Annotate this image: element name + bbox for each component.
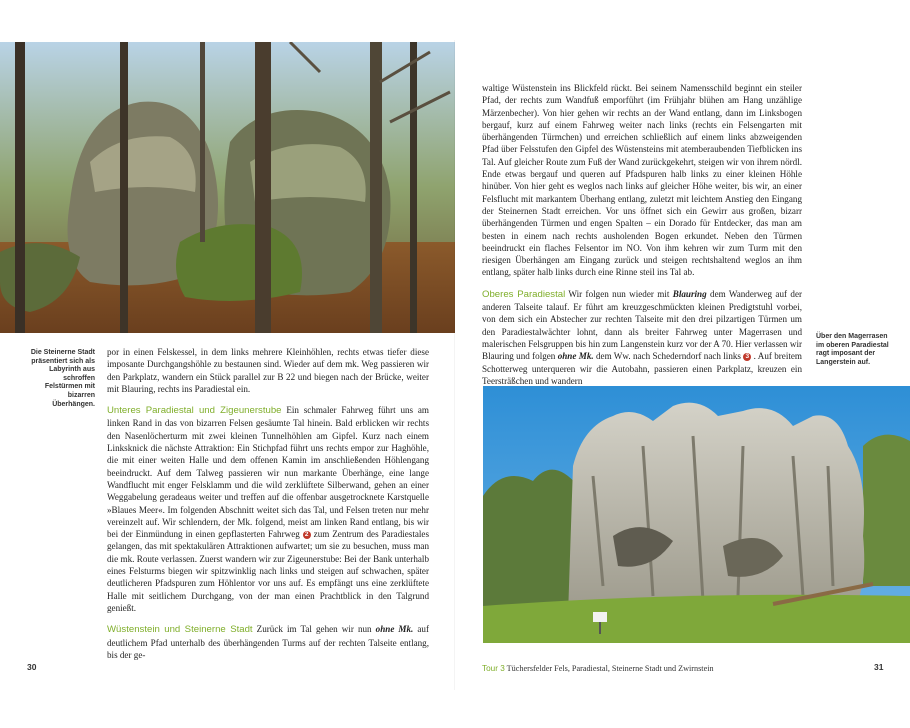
intro-paragraph: por in einen Felskessel, in dem links mehrere Kleinhöhlen, rechts etwas tiefer diese imposante Durchgangshöhle zu bestaunen sind. Wieder auf dem mk. Weg passieren wir den Parkplatz, wandern ein Stück parallel zur B 22 und biegen nach der Brücke, weiter mit Blauring, rechts ins Paradiestal ein. (107, 347, 429, 394)
right-text-column (482, 82, 802, 387)
page-number: 30 (27, 662, 37, 672)
section-text: Ein schmaler Fahrweg führt uns am linken Rand in das von bizarren Felsen gesäumte Tal hinein. Bald erblicken wir rechts den Nasenlöcherturm mit zwei kleinen Tunnelhöhlen am Gipfel. Kurz nach einem Linksknick die nächste Attraktion: Ein Stichpfad führt uns rechts empor zur Haghöhle, die mit einer weiten Halle und dem offenen Kamin im anschließenden Höhlengang beeindruckt. Auf dem Talweg passieren wir nun markante Überhänge, eine lange Wandflucht mit enger Felsklamm und die wild zerklüftete Silberwand, gehen an einer Weggabelung geradeaus weiter und treffen auf die offenbar ausgetrocknete Karstquelle »Blaues Meer«. Im folgenden Abschnitt weitet sich das Tal, und Felsen treten nur mehr vereinzelt auf. Wir schlendern, der Mk. folgend, meist am linken Rand entlang, bis wir bei der Einmündung in einen gepflasterten Fahrweg (107, 405, 429, 540)
forest-rock-photo (0, 42, 455, 333)
section-oberes-paradiestal (482, 288, 802, 387)
section-text: dem Wanderweg auf der anderen Talseite talauf. Er führt am kreuzgeschmückten kleinen Predigtstuhl vorbei, von dem sich ein Abstecher zur rechten Talseite mit den drei pilzartigen Türmen um den Paradiestalwächter lohnt, dann als breiter Fahrweg unter Magerrasen und malerischen Felsgruppen bis hin zum Langenstein kurz vor der A 70. Hier verlassen wir Blauring und folgen (482, 288, 803, 362)
intro-paragraph: waltige Wüstenstein ins Blickfeld rückt. Bei seinem Namensschild beginnt ein steiler Pfad, der rechts zum Wandfuß emporführt (im Frühjahr blühen am Hang unzählige Märzenbecher). Von hier gehen wir rechts an der Wand entlang, dann im Linksbogen bergauf, kurz auf einem Fahrweg weiter nach links (rechts ein Felsengarten mit überhängenden Türmchen) und erreichen schließlich auf einem links abzweigenden Pfad über Felsstufen den Gipfel des Wüstensteins mit atemberaubenden Tiefblicken ins Tal. Auf gleicher Route zum Fuß der Wand zurückgekehrt, steigen wir von ihrem nördl. Ende etwas bergauf und queren auf Pfadspuren halb links zu einer kleinen Höhle hinüber. Von hier geht es weglos nach links auf gleicher Höhe weiter, bis wir, an einer Felsflucht mit markantem Überhang entlang, zuletzt mit leichtem Anstieg den Eingang der Steinernen Stadt erreichen. Vor uns öffnet sich ein Gewirr aus großen, bizarr überhängenden Türmen und engen Spalten – ein Dorado für Entdecker, das man am besten in einem nach rechts ausholenden Bogen erkundet. Neben den Türmen beeindruckt ein flaches Felsentor im NO. Von ihm kehren wir zum Turm mit den riesigen Überhängen am Eingang zurück und steigen rechtshaltend weglos an ihm entlang, später halb links durch eine Rinne steil ins Tal ab. (482, 83, 802, 278)
emphasis-text: ohne Mk. (375, 624, 414, 635)
section-text: . Auf breitem Schotterweg unterqueren wir die Autobahn, passieren einen Parkplatz, kreuzen ein Teersträßchen und wandern (482, 351, 803, 386)
section-text: Zurück im Tal gehen wir nun (256, 624, 372, 635)
tour-title: Tüchersfelder Fels, Paradiestal, Steinerne Stadt und Zwirnstein (506, 664, 714, 673)
left-text-column (107, 346, 429, 661)
section-heading: Wüstenstein und Steinerne Stadt (107, 624, 253, 636)
tour-label: Tour 3 (482, 664, 505, 673)
photo-caption: Über den Magerrasen im oberen Paradiestal ragt imposant der Langerstein auf. (816, 333, 889, 366)
section-text: auf deutlichem Pfad unterhalb des überhängenden Turms auf der rechten Talseite entlang, bis der ge- (107, 624, 430, 660)
footer-tour-line (482, 664, 714, 673)
emphasis-text: Blauring (672, 288, 707, 299)
page-number: 31 (874, 662, 884, 672)
waypoint-badge: 2 (303, 531, 311, 539)
section-unteres-paradiestal (107, 404, 429, 614)
section-heading: Unteres Paradiestal und Zigeunerstube (107, 405, 282, 417)
section-heading: Oberes Paradiestal (482, 288, 566, 300)
section-text: dem Ww. nach Schederndorf nach links (595, 351, 741, 362)
photo-caption: Die Steinerne Stadt präsentiert sich als Labyrinth aus schroffen Felstürmen mit bizarren Überhängen. (30, 349, 95, 408)
langenstein-rock-photo (483, 386, 910, 643)
emphasis-text: ohne Mk. (557, 351, 594, 362)
section-text: Wir folgen nun wieder mit (568, 288, 670, 299)
right-page (455, 0, 910, 728)
waypoint-badge: 3 (743, 353, 751, 361)
section-text: zum Zentrum des Paradiestales gelangen, das mit spektakulären Attraktionen aufwartet; um sie zu besuchen, muss man die mk. Route verlassen. Zuerst wandern wir zur Zigeunerstube: Bei der Bank unterhalb eines Felsturms biegen wir spitzwinklig nach links und steigen auf schwachen, später deutlicheren Pfadspuren zum Höhlentor vor uns auf. Es empfängt uns eine zerklüftete Halle mit seitlichem Durchgang, von der man einen Prachtblick in den Talgrund genießt. (107, 529, 430, 613)
section-wuestenstein (107, 623, 429, 661)
